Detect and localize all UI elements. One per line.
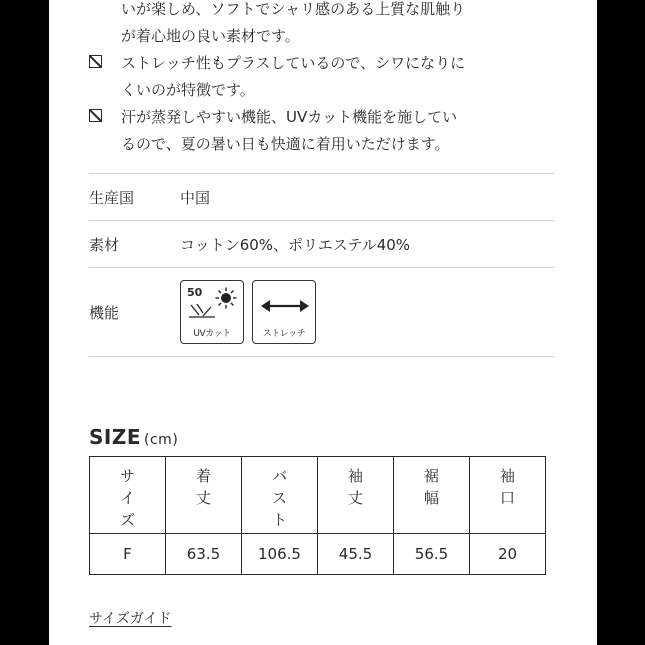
size-header-cell	[166, 457, 242, 534]
uv-icon-number: 50	[187, 286, 203, 299]
uv-icon-caption: UVカット	[193, 329, 231, 339]
uv-cut-icon	[180, 280, 244, 344]
function-icons	[180, 280, 316, 344]
feature-line: くいのが特徴です。	[121, 81, 255, 99]
feature-line: るので、夏の暑い日も快適に着用いただけます。	[121, 135, 450, 153]
function-row	[89, 267, 554, 357]
sun-icon	[215, 287, 237, 309]
function-label: 機能	[89, 303, 120, 322]
material-label: 素材	[89, 235, 120, 254]
size-cell: 56.5	[394, 534, 470, 575]
checkbox-mark-icon	[89, 55, 102, 68]
size-table	[89, 456, 546, 575]
size-cell: 20	[470, 534, 546, 575]
size-cell: F	[90, 534, 166, 575]
size-header-text: 着丈	[195, 467, 211, 507]
feature-text-continued	[89, 0, 569, 50]
size-header-cell	[394, 457, 470, 534]
feature-item	[89, 104, 569, 158]
size-header-cell	[318, 457, 394, 534]
uv-rays-icon	[189, 303, 215, 319]
size-header-cell	[470, 457, 546, 534]
feature-list	[89, 0, 569, 158]
product-info-table	[89, 173, 554, 357]
size-header-text: 裾幅	[423, 467, 439, 507]
size-section-title	[89, 425, 178, 449]
size-unit: (cm)	[144, 432, 179, 448]
feature-line: いが楽しめ、ソフトでシャリ感のある上質な肌触り	[121, 0, 466, 18]
size-cell: 63.5	[166, 534, 242, 575]
size-table-header-row	[90, 457, 546, 534]
size-header-text: 袖丈	[347, 467, 363, 507]
size-header-text: サイズ	[119, 467, 135, 529]
origin-row	[89, 173, 554, 220]
material-value: コットン60%、ポリエステル40%	[180, 235, 411, 254]
size-header-cell	[242, 457, 318, 534]
product-detail-page	[49, 0, 597, 645]
size-header-cell	[90, 457, 166, 534]
origin-value: 中国	[180, 188, 211, 207]
feature-line: ストレッチ性もプラスしているので、シワになりに	[121, 54, 466, 72]
size-cell: 45.5	[318, 534, 394, 575]
size-guide-link[interactable]: サイズガイド	[89, 611, 172, 627]
stretch-icon	[252, 280, 316, 344]
checkbox-mark-icon	[89, 109, 102, 122]
feature-item	[89, 50, 569, 104]
material-row	[89, 220, 554, 267]
size-header-text: バスト	[271, 467, 287, 529]
stretch-icon-caption: ストレッチ	[262, 329, 306, 339]
size-title-text: SIZE	[89, 425, 142, 449]
size-table-row	[90, 534, 546, 575]
feature-line: が着心地の良い素材です。	[121, 27, 300, 45]
size-header-text: 袖口	[499, 467, 515, 507]
origin-label: 生産国	[89, 188, 135, 207]
size-cell: 106.5	[242, 534, 318, 575]
double-arrow-icon	[261, 296, 309, 316]
feature-line: 汗が蒸発しやすい機能、UVカット機能を施してい	[121, 108, 458, 126]
